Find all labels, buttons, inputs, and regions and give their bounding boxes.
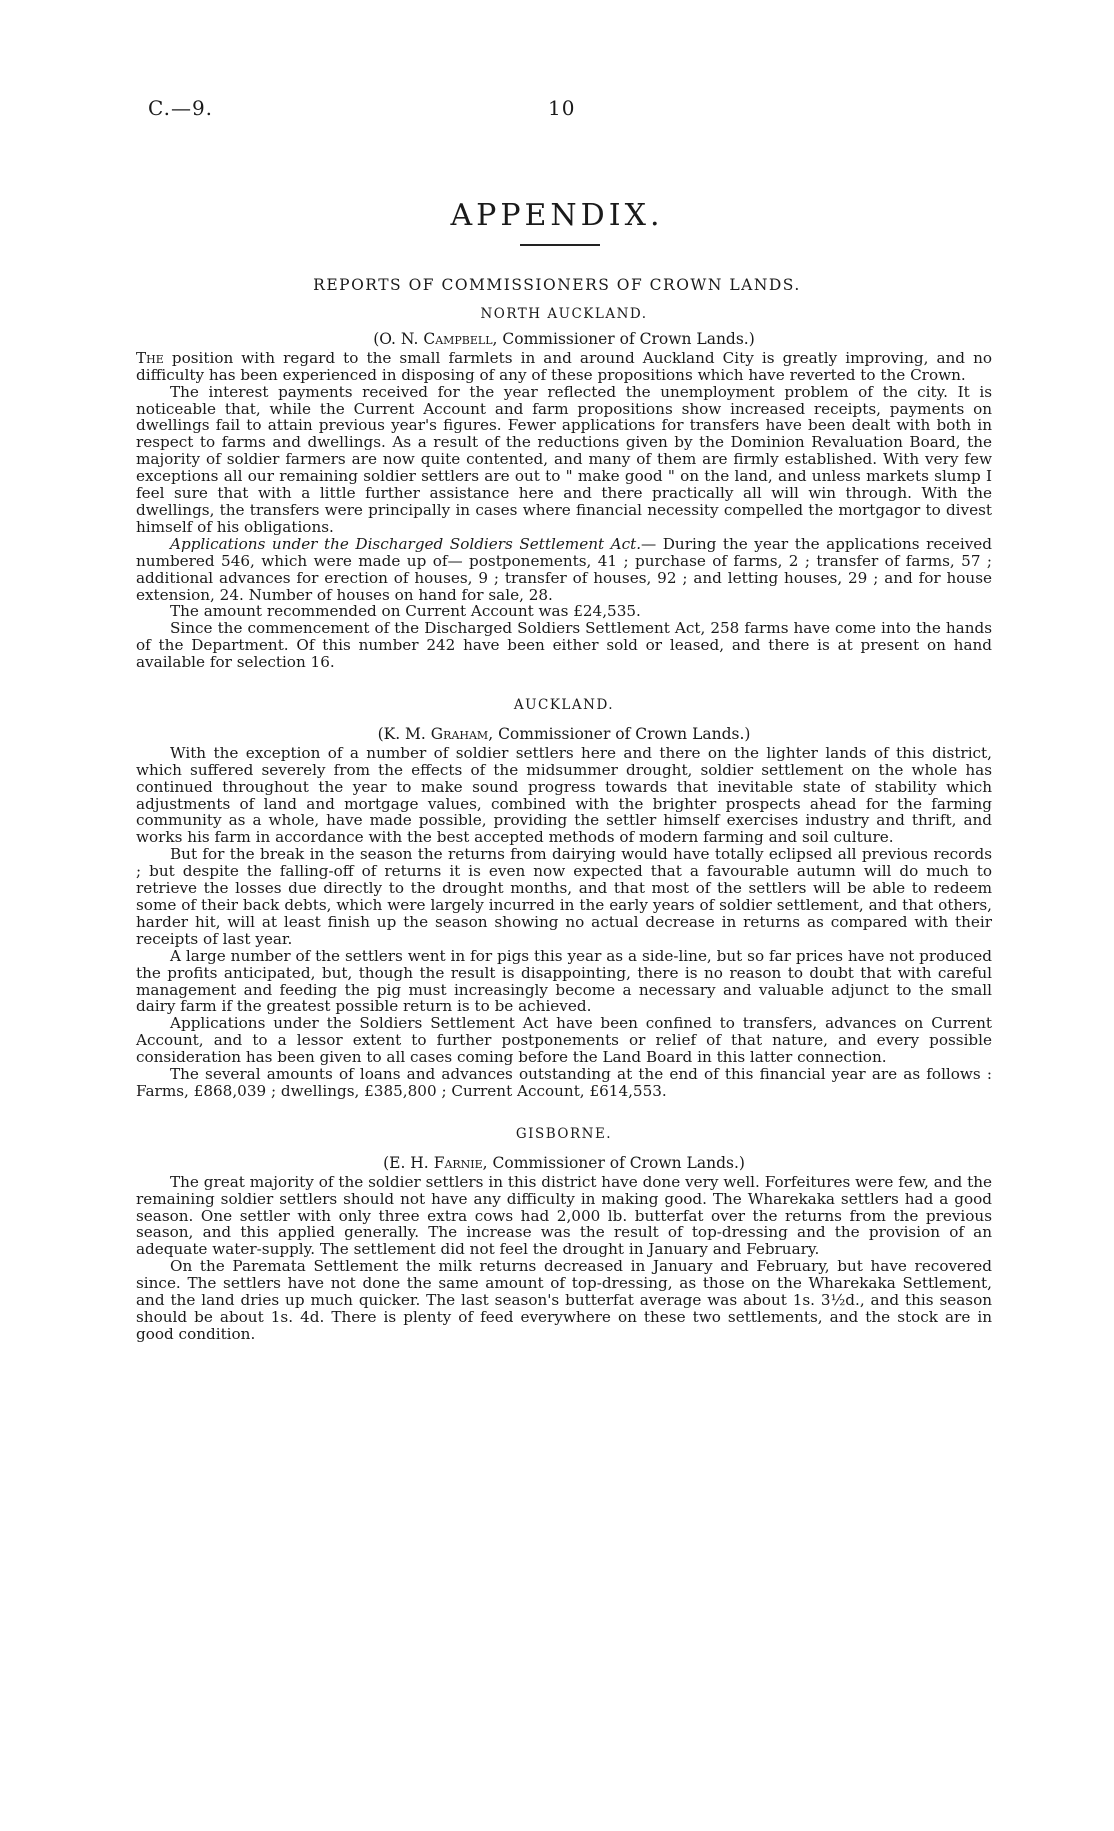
parliamentary-paper-reference: C.—9. (148, 96, 214, 120)
commissioner-line (136, 1155, 992, 1172)
title-rule (520, 244, 600, 246)
appendix-title: APPENDIX. (450, 198, 664, 233)
district-heading: AUCKLAND. (513, 697, 615, 714)
section-gisborne (136, 1126, 992, 1343)
commissioner-role: Commissioner of Crown Lands.) (492, 1153, 745, 1172)
paragraph (136, 536, 992, 604)
commissioner-surname: Graham, (430, 724, 494, 743)
paragraph (136, 350, 992, 384)
section-auckland (136, 697, 992, 1100)
commissioner-initials: (K. M. (377, 724, 426, 743)
commissioner-initials: (E. H. (383, 1153, 429, 1172)
district-heading: GISBORNE. (515, 1125, 613, 1142)
page-number: 10 (548, 96, 576, 120)
paragraph: The amount recommended on Current Account was £24,535. (170, 602, 641, 621)
paragraph-italic-heading: Applications under the Discharged Soldiers Settlement Act. (170, 534, 642, 553)
commissioner-role: Commissioner of Crown Lands.) (498, 724, 751, 743)
paragraph: With the exception of a number of soldier settlers here and there on the lighter lands of this district, which suffered severely from the effects of the midsummer drought, soldier settlement on the whole has continued throughout the year to make sound progress towards that inevitable state of stability which adjustments of land and mortgage values, combined with the brighter prospects ahead for the farming community as a whole, have made possible, providing the settler himself exercises industry and thrift, and works his farm in accordance with the best accepted methods of modern farming and soil culture. (136, 743, 992, 847)
paragraph: The great majority of the soldier settlers in this district have done very well. Forfeitures were few, and the remaining soldier settlers should not have any difficulty in making good. The Wharekaka settlers had a good season. One settler with only three extra cows had 2,000 lb. butterfat over the returns from the previous season, and this applied generally. The increase was the result of top-dressing and the provision of an adequate water-supply. The settlement did not feel the drought in January and February. (136, 1172, 992, 1259)
paragraph: On the Paremata Settlement the milk returns decreased in January and February, but have recovered since. The settlers have not done the same amount of top-dressing, as those on the Wharekaka Settlement, and the land dries up much quicker. The last season's butterfat average was about 1s. 3½d., and this season should be about 1s. 4d. There is plenty of feed everywhere on these two settlements, and the stock are in good condition. (136, 1257, 992, 1343)
commissioner-line (136, 331, 992, 348)
commissioner-line (136, 726, 992, 743)
paragraph-text: — During the year the applications received numbered 546, which were made up of— postponements, 41 ; purchase of farms, 2 ; transfer of farms, 57 ; additional advances for erection of houses, 9 ; transfer of houses, 92 ; and letting houses, 29 ; and for house extension, 24. Number of houses on hand for sale, 28. (136, 534, 993, 604)
commissioner-initials: (O. N. (373, 329, 419, 348)
main-heading: REPORTS OF COMMISSIONERS OF CROWN LANDS. (313, 276, 801, 294)
district-heading: NORTH AUCKLAND. (480, 306, 648, 322)
paragraph: The interest payments received for the year reflected the unemployment problem of the city. It is noticeable that, while the Current Account and farm propositions show increased receipts, payments on dwellings fail to attain previous year's figures. Fewer applications for transfers have been dealt with both in respect to farms and dwellings. As a result of the reductions given by the Dominion Revaluation Board, the majority of soldier farmers are now quite contented, and many of them are firmly established. With very few exceptions all our remaining soldier settlers are out to " make good " on the land, and unless markets slump I feel sure that with a little further assistance here and there practically all will win through. With the dwellings, the transfers were principally in cases where financial necessity compelled the mortgagor to divest himself of his obligations. (136, 382, 992, 536)
report-content (136, 306, 992, 1343)
section-north-auckland (136, 306, 992, 671)
paragraph: Applications under the Soldiers Settlement Act have been confined to transfers, advances on Current Account, and to a lessor extent to further postponements or relief of that nature, and every possible consideration has been given to all cases coming before the Land Board in this latter connection. (136, 1014, 992, 1067)
paragraph-text: position with regard to the small farmlets in and around Auckland City is greatly improving, and no difficulty has been experienced in disposing of any of these propositions which have reverted to the Crown. (136, 348, 993, 384)
paragraph: The several amounts of loans and advances outstanding at the end of this financial year are as follows : Farms, £868,039 ; dwellings, £385,800 ; Current Account, £614,553. (136, 1065, 992, 1100)
commissioner-role: Commissioner of Crown Lands.) (502, 329, 755, 348)
commissioner-surname: Farnie, (433, 1153, 488, 1172)
paragraph: But for the break in the season the returns from dairying would have totally eclipsed all previous records ; but despite the falling-off of returns it is even now expected that a favourable autumn will do much to retrieve the losses due directly to the drought months, and that most of the settlers will be able to redeem some of their back debts, which were largely incurred in the early years of soldier settlement, and that others, harder hit, will at least finish up the season showing no actual decrease in returns as compared with their receipts of last year. (136, 845, 992, 948)
paragraph-lead-word: The (136, 348, 164, 367)
commissioner-surname: Campbell, (423, 329, 498, 348)
paragraph: Since the commencement of the Discharged Soldiers Settlement Act, 258 farms have come into the hands of the Department. Of this number 242 have been either sold or leased, and there is at present on hand available for selection 16. (136, 619, 992, 672)
paragraph: A large number of the settlers went in for pigs this year as a side-line, but so far prices have not produced the profits anticipated, but, though the result is disappointing, there is no reason to doubt that with careful management and feeding the pig must increasingly become a necessary and valuable adjunct to the small dairy farm if the greatest possible return is to be achieved. (136, 946, 992, 1016)
